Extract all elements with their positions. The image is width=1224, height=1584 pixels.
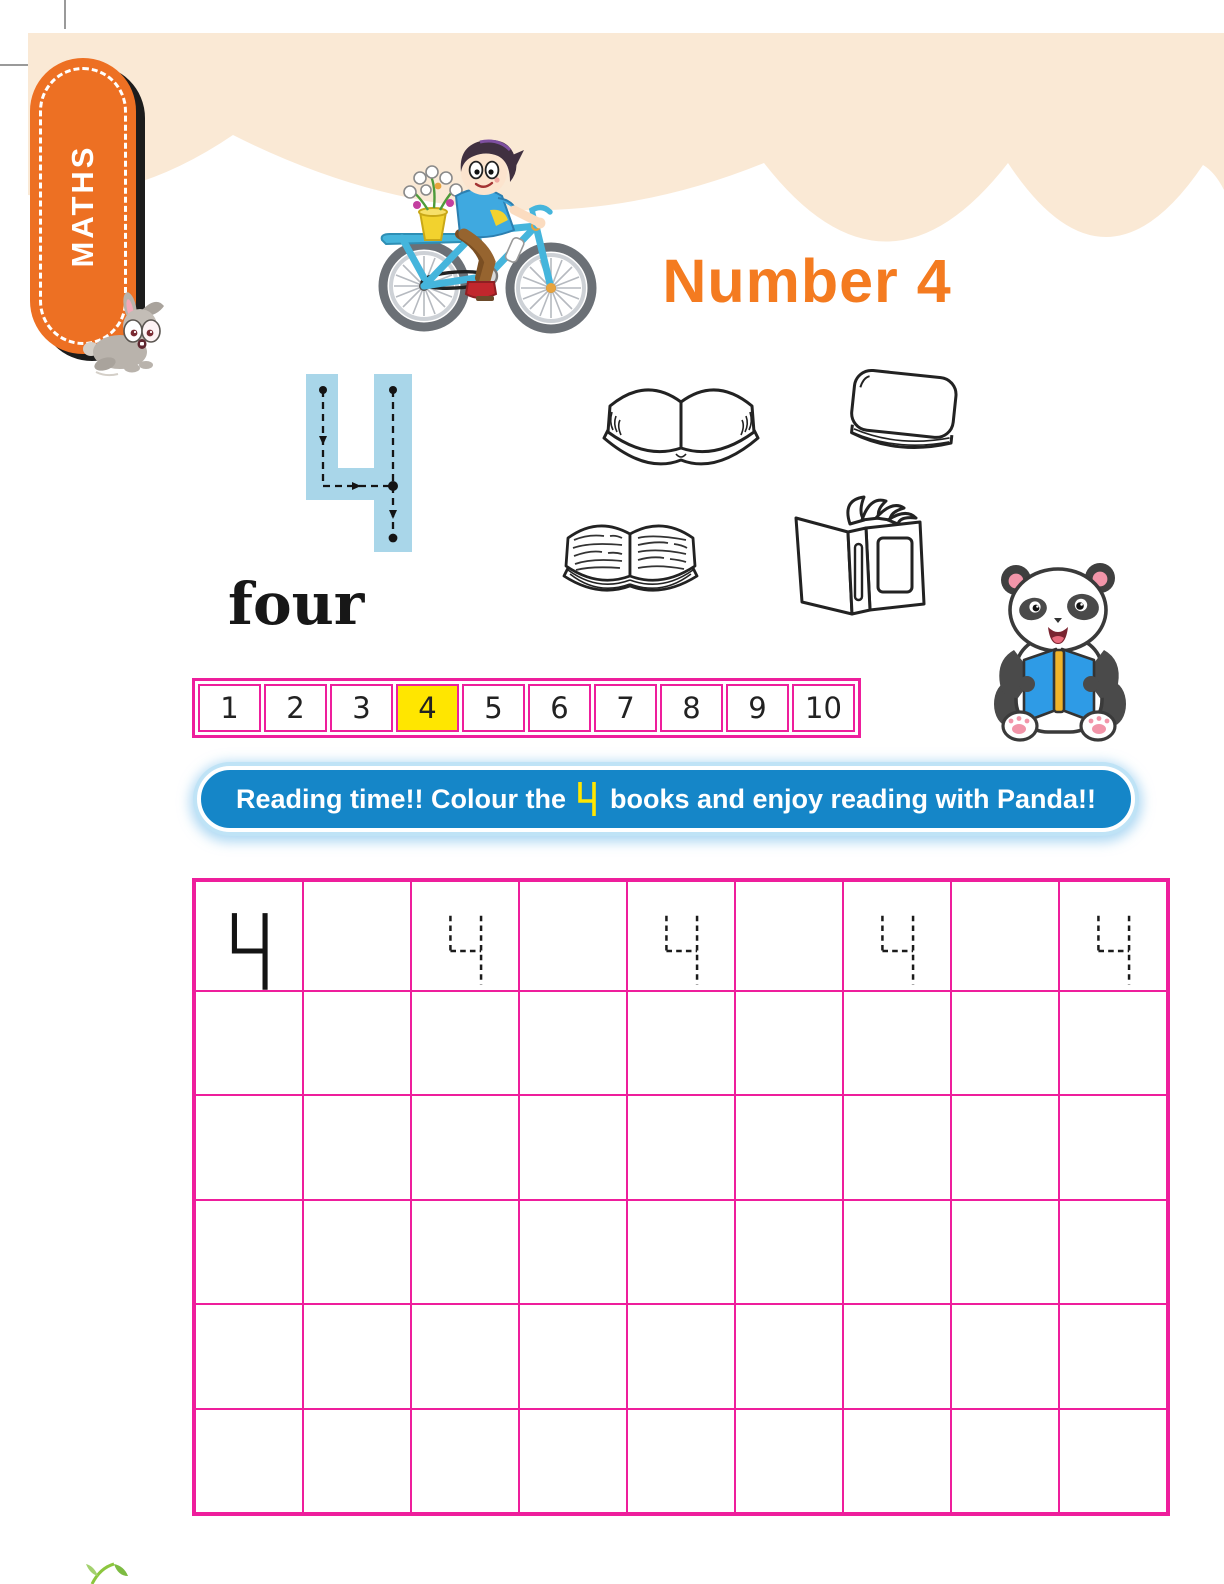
- grid-cell: [843, 1409, 951, 1513]
- grid-cell: [951, 1304, 1059, 1408]
- traced-number-4-dashed: [659, 912, 704, 990]
- grid-cell: [1059, 991, 1167, 1095]
- grid-cell: [303, 1095, 411, 1199]
- strip-cell: 3: [330, 684, 393, 732]
- grid-cell: [303, 881, 411, 991]
- grid-cell: [1059, 1200, 1167, 1304]
- grid-cell: [951, 1095, 1059, 1199]
- strip-cell: 10: [792, 684, 855, 732]
- grid-cell: [735, 881, 843, 991]
- grid-cell: [951, 1200, 1059, 1304]
- strip-cell: 1: [198, 684, 261, 732]
- grid-cell: [195, 1304, 303, 1408]
- book-open-text-icon: [558, 508, 703, 603]
- grid-cell: [195, 1200, 303, 1304]
- grid-cell: [411, 1095, 519, 1199]
- grid-cell: [303, 1304, 411, 1408]
- grid-cell: [1059, 1095, 1167, 1199]
- grid-cell: [843, 991, 951, 1095]
- grid-cell: [411, 1304, 519, 1408]
- grid-cell: [627, 1409, 735, 1513]
- strip-cell: 2: [264, 684, 327, 732]
- grid-cell: [1059, 881, 1167, 991]
- grid-cell: [1059, 1409, 1167, 1513]
- number-strip: [192, 678, 861, 738]
- sprout-icon: [84, 1554, 136, 1584]
- grid-cell: [843, 1200, 951, 1304]
- grid-cell: [627, 991, 735, 1095]
- page-title: Number 4: [662, 247, 952, 315]
- grid-cell: [303, 991, 411, 1095]
- grid-cell: [735, 1200, 843, 1304]
- grid-cell: [1059, 1304, 1167, 1408]
- traced-number-4-dashed: [875, 912, 920, 990]
- grid-cell: [195, 1095, 303, 1199]
- grid-cell: [411, 1409, 519, 1513]
- strip-cell: 6: [528, 684, 591, 732]
- banner-number-4-glyph: [575, 778, 601, 820]
- practice-grid: [192, 878, 1170, 1516]
- banner-text-before: Reading time!! Colour the: [235, 783, 566, 814]
- strip-cell: 9: [726, 684, 789, 732]
- grid-cell: [735, 1095, 843, 1199]
- reading-banner: [197, 766, 1135, 832]
- grid-cell: [627, 881, 735, 991]
- grid-cell: [519, 1409, 627, 1513]
- grid-cell: [951, 1409, 1059, 1513]
- grid-cell: [735, 991, 843, 1095]
- traced-number-4-dashed: [1091, 912, 1136, 990]
- header-scallop-band: [0, 0, 1224, 330]
- grid-cell: [195, 1409, 303, 1513]
- grid-cell: [519, 1095, 627, 1199]
- strip-cell: 4: [396, 684, 459, 732]
- grid-cell: [519, 1200, 627, 1304]
- grid-cell: [951, 991, 1059, 1095]
- grid-cell: [519, 881, 627, 991]
- grid-cell: [519, 1304, 627, 1408]
- panda-illustration: [978, 554, 1140, 752]
- subject-tab-label: MATHS: [65, 144, 100, 268]
- strip-cell: 8: [660, 684, 723, 732]
- grid-cell: [843, 1304, 951, 1408]
- strip-cell: 5: [462, 684, 525, 732]
- grid-cell: [303, 1200, 411, 1304]
- grid-cell: [195, 881, 303, 991]
- traced-number-4-dashed: [443, 912, 488, 990]
- number-word: four: [228, 570, 365, 638]
- grid-cell: [411, 881, 519, 991]
- bunny-illustration: [78, 292, 176, 378]
- book-open-icon: [596, 366, 766, 484]
- strip-cell: 7: [594, 684, 657, 732]
- traced-number-4-solid: [227, 912, 272, 990]
- grid-cell: [951, 881, 1059, 991]
- grid-cell: [627, 1200, 735, 1304]
- grid-cell: [843, 881, 951, 991]
- grid-cell: [843, 1095, 951, 1199]
- grid-cell: [627, 1095, 735, 1199]
- grid-cell: [519, 991, 627, 1095]
- grid-cell: [195, 991, 303, 1095]
- big-number-4-tracing: [298, 365, 420, 561]
- grid-cell: [303, 1409, 411, 1513]
- book-closed-icon: [840, 362, 968, 464]
- grid-cell: [735, 1409, 843, 1513]
- boy-on-bicycle-illustration: [362, 126, 610, 340]
- banner-text-after: books and enjoy reading with Panda!!: [609, 783, 1097, 814]
- book-standing-icon: [784, 492, 932, 626]
- grid-cell: [735, 1304, 843, 1408]
- grid-cell: [411, 991, 519, 1095]
- grid-cell: [411, 1200, 519, 1304]
- grid-cell: [627, 1304, 735, 1408]
